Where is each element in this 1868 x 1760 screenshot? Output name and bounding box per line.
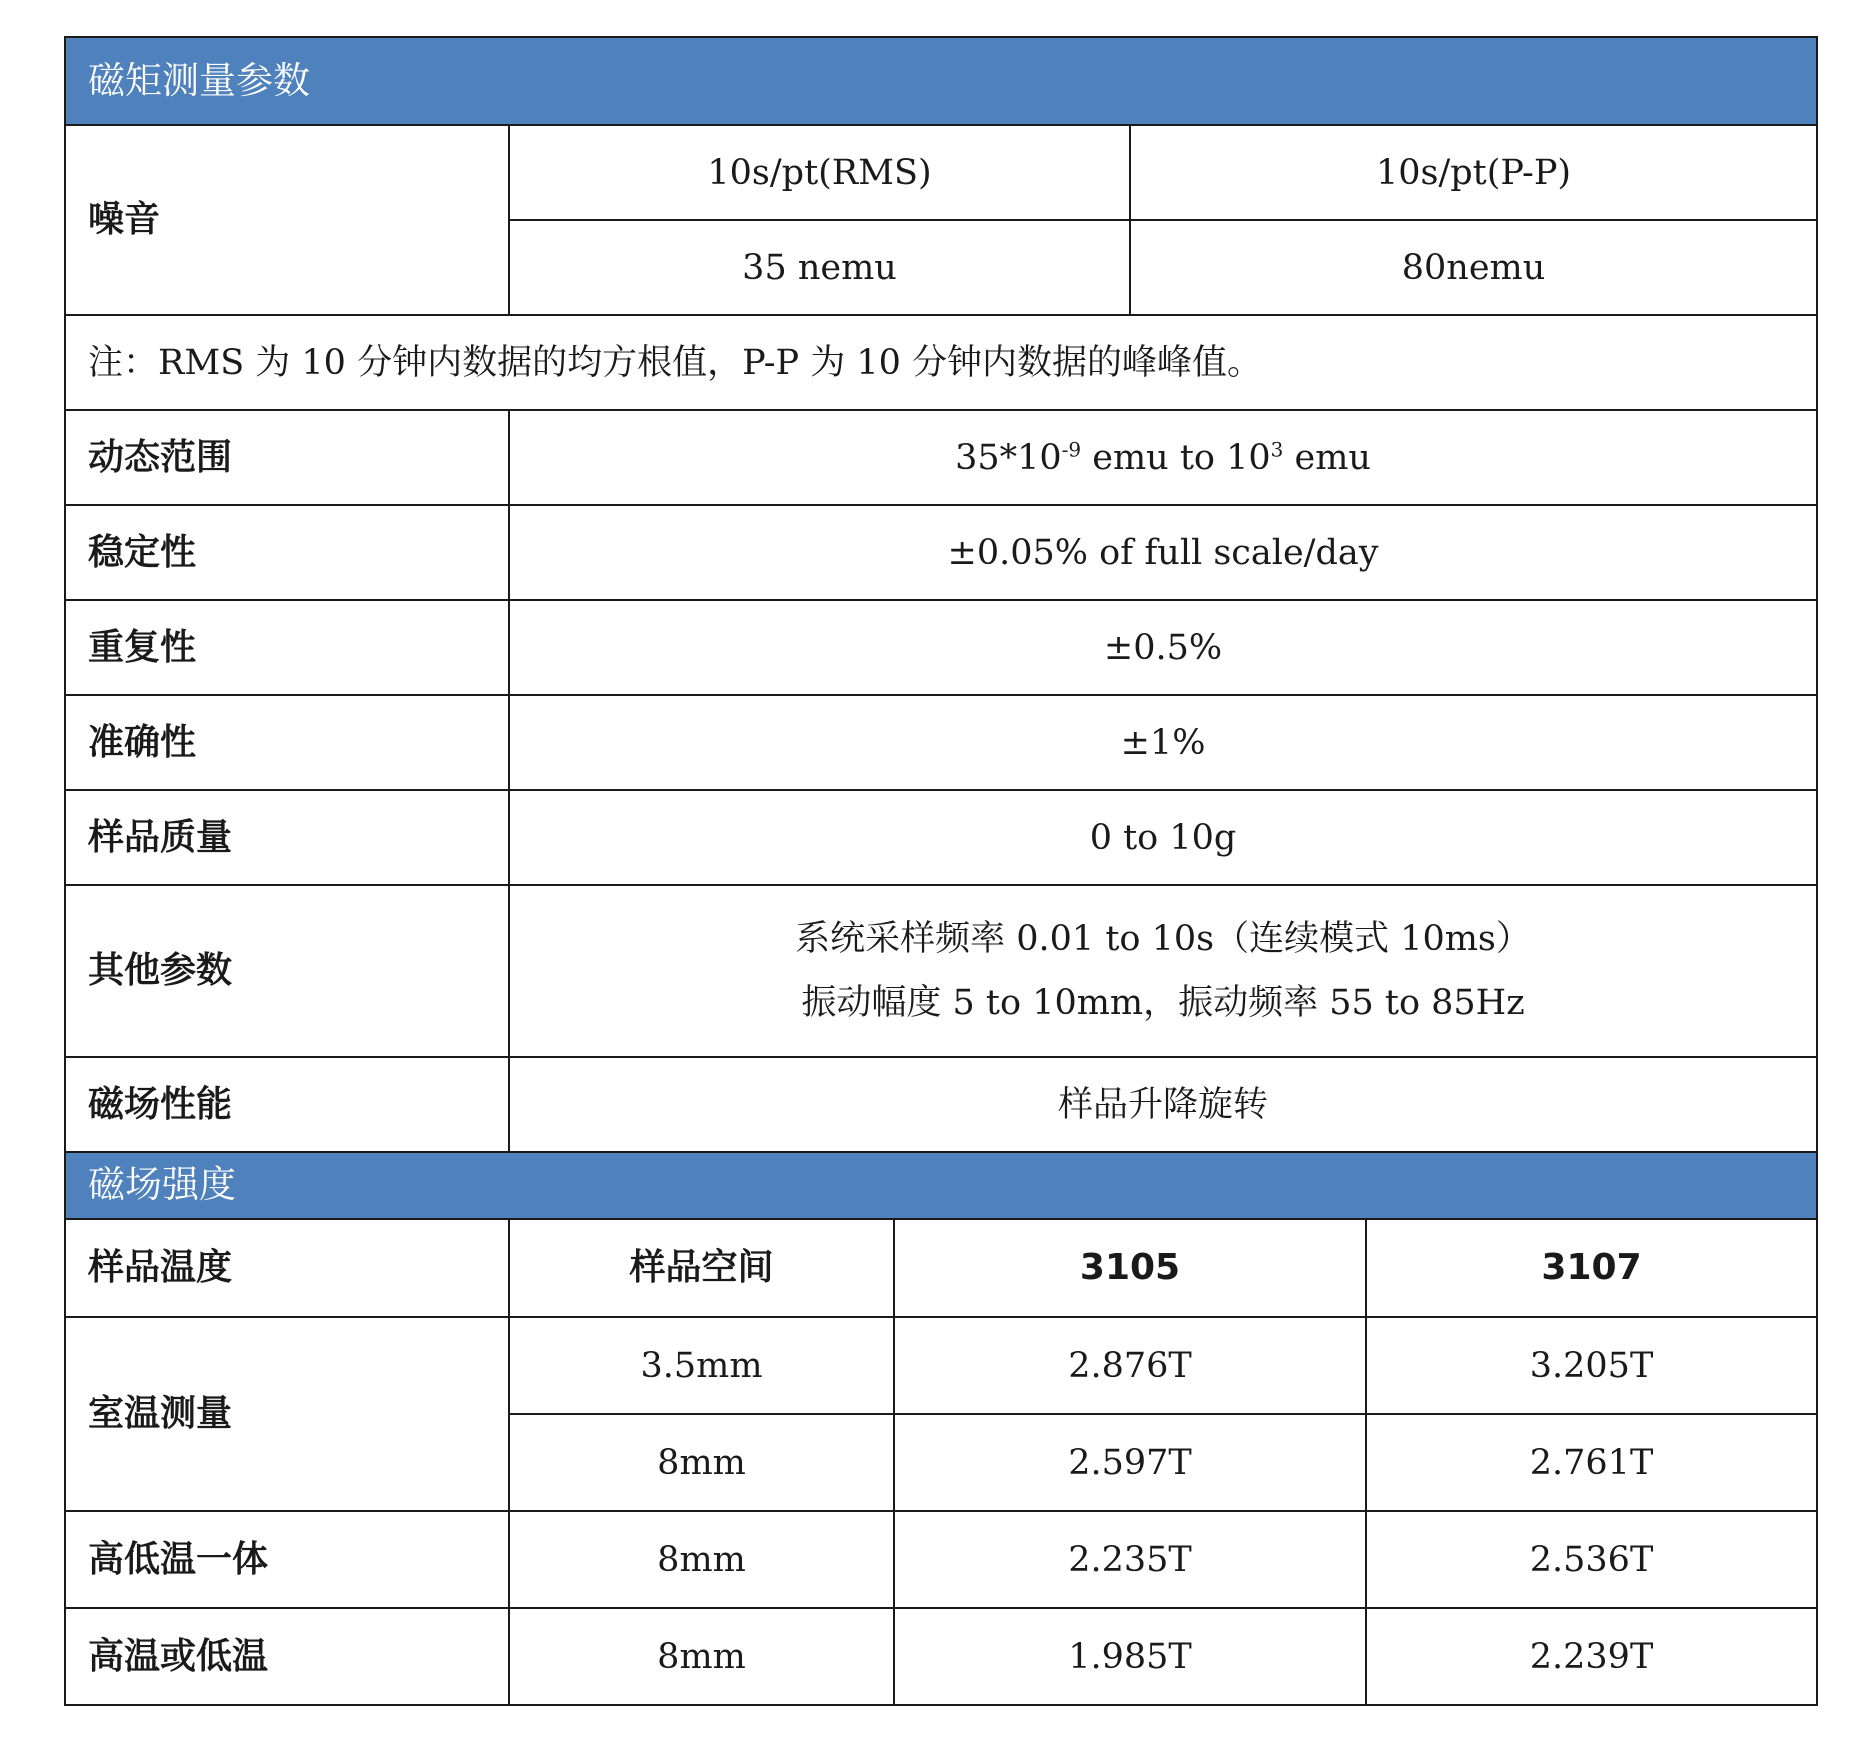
sample-space-cell: 8mm xyxy=(509,1414,894,1511)
dynamic-range-value xyxy=(509,410,1817,505)
section-header-field-strength xyxy=(65,1152,1817,1219)
section-title: 磁矩测量参数 xyxy=(65,37,1817,125)
sample-temperature-header: 样品温度 xyxy=(65,1219,509,1317)
model-3105-cell: 2.235T xyxy=(894,1511,1366,1608)
model-3105-header: 3105 xyxy=(894,1219,1366,1317)
dynamic-range-part1: 35*10 xyxy=(955,437,1062,478)
accuracy-row xyxy=(65,695,1817,790)
stability-label: 稳定性 xyxy=(65,505,509,600)
sample-space-cell: 3.5mm xyxy=(509,1317,894,1414)
spec-table xyxy=(64,36,1818,1706)
stability-row xyxy=(65,505,1817,600)
section-title: 磁场强度 xyxy=(65,1152,1817,1219)
other-params-line2: 振动幅度 5 to 10mm，振动频率 55 to 85Hz xyxy=(801,983,1525,1023)
noise-rms-header: 10s/pt(RMS) xyxy=(509,125,1130,220)
dynamic-range-exp1: -9 xyxy=(1061,436,1082,461)
noise-label: 噪音 xyxy=(65,125,509,315)
model-3105-cell: 1.985T xyxy=(894,1608,1366,1705)
dynamic-range-row xyxy=(65,410,1817,505)
noise-row xyxy=(65,125,1817,220)
accuracy-label: 准确性 xyxy=(65,695,509,790)
table-row xyxy=(65,1317,1817,1414)
sample-space-cell: 8mm xyxy=(509,1608,894,1705)
note-row xyxy=(65,315,1817,410)
sample-mass-row xyxy=(65,790,1817,885)
noise-pp-header: 10s/pt(P-P) xyxy=(1130,125,1817,220)
room-temp-label: 室温测量 xyxy=(65,1317,509,1511)
sample-space-cell: 8mm xyxy=(509,1511,894,1608)
model-3105-cell: 2.876T xyxy=(894,1317,1366,1414)
model-3107-cell: 3.205T xyxy=(1366,1317,1817,1414)
field-performance-row xyxy=(65,1057,1817,1152)
repeatability-label: 重复性 xyxy=(65,600,509,695)
field-strength-header-row xyxy=(65,1219,1817,1317)
sample-mass-label: 样品质量 xyxy=(65,790,509,885)
dynamic-range-part2: emu to 10 xyxy=(1081,437,1271,478)
other-params-line1: 系统采样频率 0.01 to 10s（连续模式 10ms） xyxy=(795,919,1531,959)
accuracy-value: ±1% xyxy=(509,695,1817,790)
repeatability-row xyxy=(65,600,1817,695)
dynamic-range-part3: emu xyxy=(1283,437,1371,478)
sample-space-header: 样品空间 xyxy=(509,1219,894,1317)
model-3107-header: 3107 xyxy=(1366,1219,1817,1317)
other-params-label: 其他参数 xyxy=(65,885,509,1057)
stability-value: ±0.05% of full scale/day xyxy=(509,505,1817,600)
table-row xyxy=(65,1511,1817,1608)
repeatability-value: ±0.5% xyxy=(509,600,1817,695)
section-header-magnetic-moment xyxy=(65,37,1817,125)
other-params-row xyxy=(65,885,1817,1057)
model-3107-cell: 2.761T xyxy=(1366,1414,1817,1511)
dynamic-range-label: 动态范围 xyxy=(65,410,509,505)
high-or-low-temp-label: 高温或低温 xyxy=(65,1608,509,1705)
model-3107-cell: 2.239T xyxy=(1366,1608,1817,1705)
model-3107-cell: 2.536T xyxy=(1366,1511,1817,1608)
high-low-temp-label: 高低温一体 xyxy=(65,1511,509,1608)
field-performance-value: 样品升降旋转 xyxy=(509,1057,1817,1152)
sample-mass-value: 0 to 10g xyxy=(509,790,1817,885)
field-performance-label: 磁场性能 xyxy=(65,1057,509,1152)
noise-pp-value: 80nemu xyxy=(1130,220,1817,315)
note-text: 注：RMS 为 10 分钟内数据的均方根值，P-P 为 10 分钟内数据的峰峰值。 xyxy=(65,315,1817,410)
noise-rms-value: 35 nemu xyxy=(509,220,1130,315)
model-3105-cell: 2.597T xyxy=(894,1414,1366,1511)
other-params-value xyxy=(509,885,1817,1057)
dynamic-range-exp2: 3 xyxy=(1270,436,1284,461)
table-row xyxy=(65,1608,1817,1705)
